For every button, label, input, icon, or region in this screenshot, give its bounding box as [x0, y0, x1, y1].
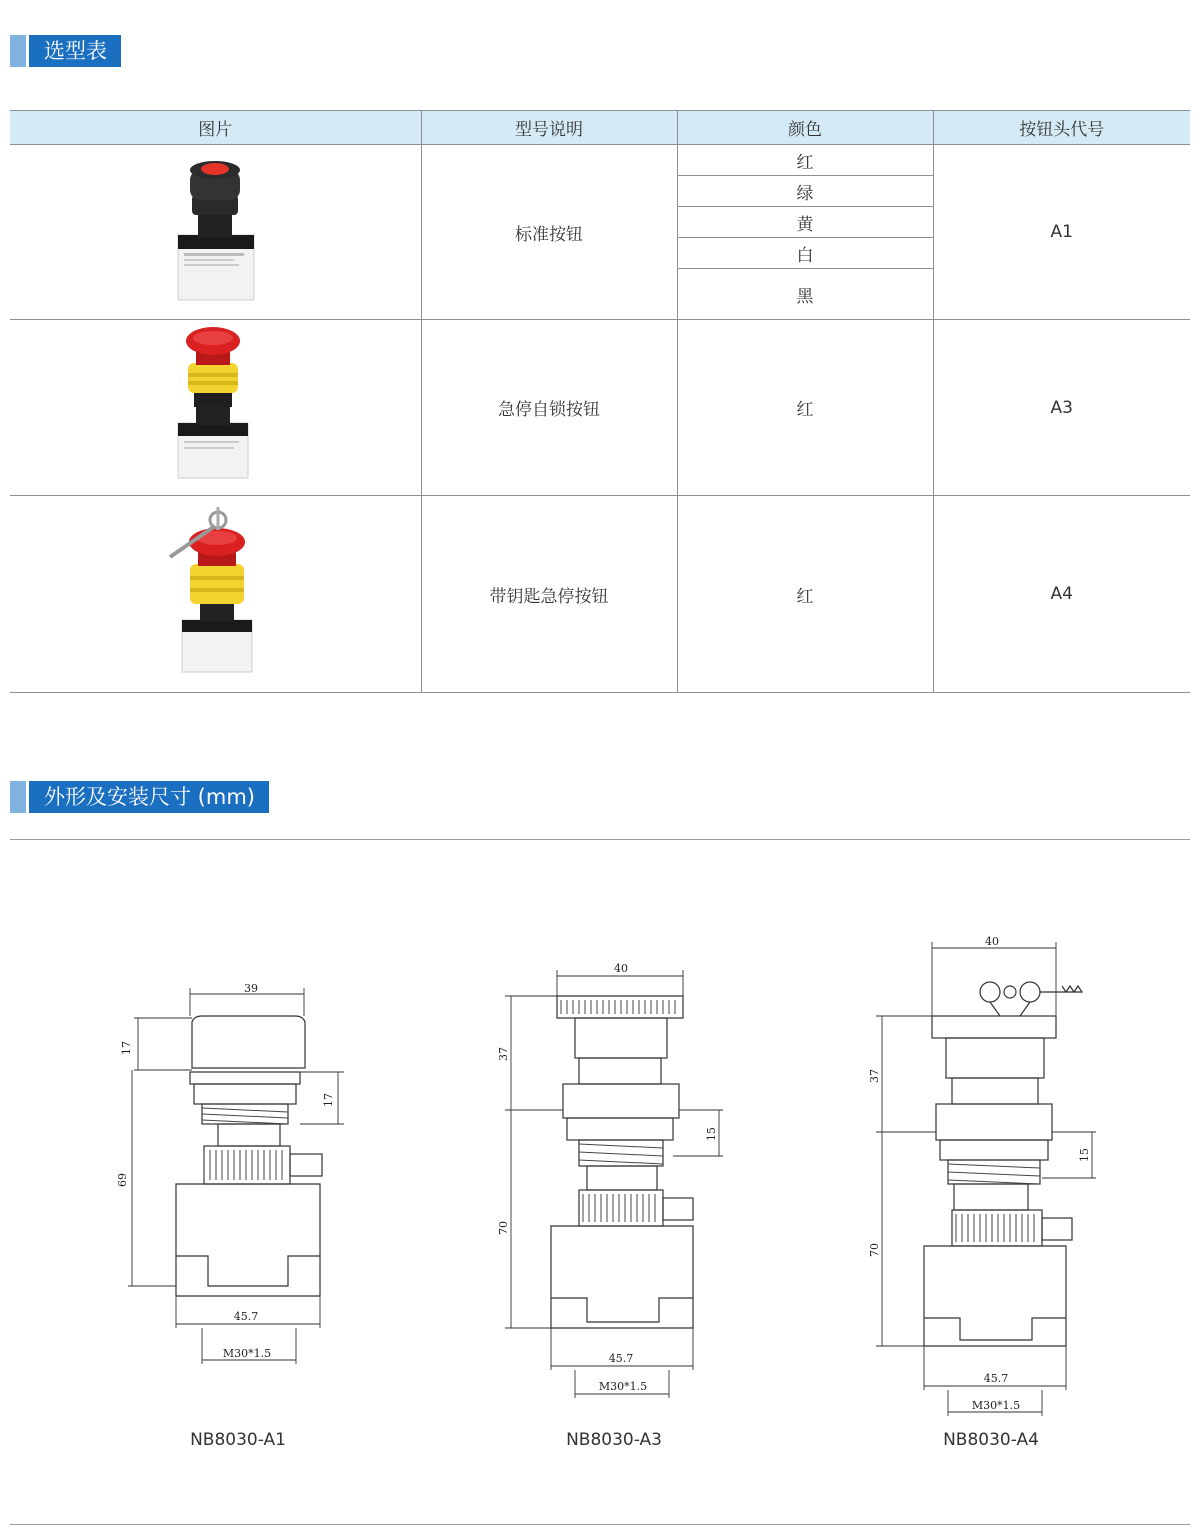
- section-accent-bar: [10, 781, 26, 813]
- table-row: [10, 320, 1190, 496]
- color-item: 白: [678, 238, 933, 269]
- model-desc-cell: 急停自锁按钮: [421, 320, 677, 496]
- color-item: 黄: [678, 207, 933, 238]
- color-cell: [677, 145, 933, 320]
- button-code-cell: A3: [933, 320, 1190, 496]
- section-accent-bar: [10, 35, 26, 67]
- color-list: [678, 145, 933, 319]
- emergency-stop-button-photo: [160, 323, 270, 488]
- section-header-dimensions: [10, 781, 269, 813]
- model-desc-cell: 带钥匙急停按钮: [421, 496, 677, 693]
- dim-thread: M30*1.5: [222, 1347, 272, 1360]
- header-color: 颜色: [677, 111, 933, 145]
- button-code-cell: A1: [933, 145, 1190, 320]
- dim-total-height: 70: [497, 1221, 510, 1235]
- dim-base-width: 45.7: [983, 1372, 1009, 1385]
- dim-total-height: 69: [116, 1173, 129, 1187]
- dimension-drawing-a1: [110, 980, 350, 1380]
- product-image-cell: [10, 320, 421, 496]
- color-item: 红: [678, 145, 933, 176]
- button-code-cell: A4: [933, 496, 1190, 693]
- section-header-selection: [10, 35, 121, 67]
- dim-ring-height: 15: [1078, 1148, 1091, 1162]
- dim-total-height: 70: [868, 1243, 881, 1257]
- dim-head-height: 37: [497, 1047, 510, 1061]
- dimension-drawing-a3: [495, 958, 735, 1408]
- product-image-cell: [10, 496, 421, 693]
- table-header-row: [10, 111, 1190, 145]
- dim-base-width: 45.7: [233, 1310, 259, 1323]
- color-cell: 红: [677, 320, 933, 496]
- table-row: [10, 145, 1190, 320]
- model-label-a1: NB8030-A1: [190, 1430, 286, 1450]
- divider: [10, 839, 1190, 840]
- dim-thread: M30*1.5: [971, 1399, 1021, 1412]
- color-item: 黑: [796, 286, 814, 307]
- selection-table: [10, 110, 1190, 693]
- dim-head-height: 17: [120, 1041, 133, 1055]
- dim-ring-height: 17: [322, 1093, 335, 1107]
- color-cell: 红: [677, 496, 933, 693]
- key-emergency-stop-button-photo: [160, 502, 270, 682]
- dimension-drawing-a4: [860, 930, 1110, 1420]
- dim-head-height: 37: [868, 1069, 881, 1083]
- dim-ring-height: 15: [705, 1127, 718, 1141]
- model-label-a4: NB8030-A4: [943, 1430, 1039, 1450]
- header-image: 图片: [10, 111, 421, 145]
- dim-top-width: 40: [985, 935, 999, 948]
- header-button-code: 按钮头代号: [933, 111, 1190, 145]
- product-image-cell: [10, 145, 421, 320]
- divider: [10, 1524, 1190, 1525]
- section-title: 选型表: [29, 35, 121, 67]
- table-row: [10, 496, 1190, 693]
- header-model-desc: 型号说明: [421, 111, 677, 145]
- section-title: 外形及安装尺寸 (mm): [29, 781, 269, 813]
- model-desc-cell: 标准按钮: [421, 145, 677, 320]
- dim-top-width: 39: [244, 982, 258, 995]
- dim-top-width: 40: [614, 962, 628, 975]
- standard-button-photo: [160, 150, 270, 310]
- color-item: 绿: [678, 176, 933, 207]
- dim-thread: M30*1.5: [598, 1380, 648, 1393]
- dim-base-width: 45.7: [608, 1352, 634, 1365]
- model-label-a3: NB8030-A3: [566, 1430, 662, 1450]
